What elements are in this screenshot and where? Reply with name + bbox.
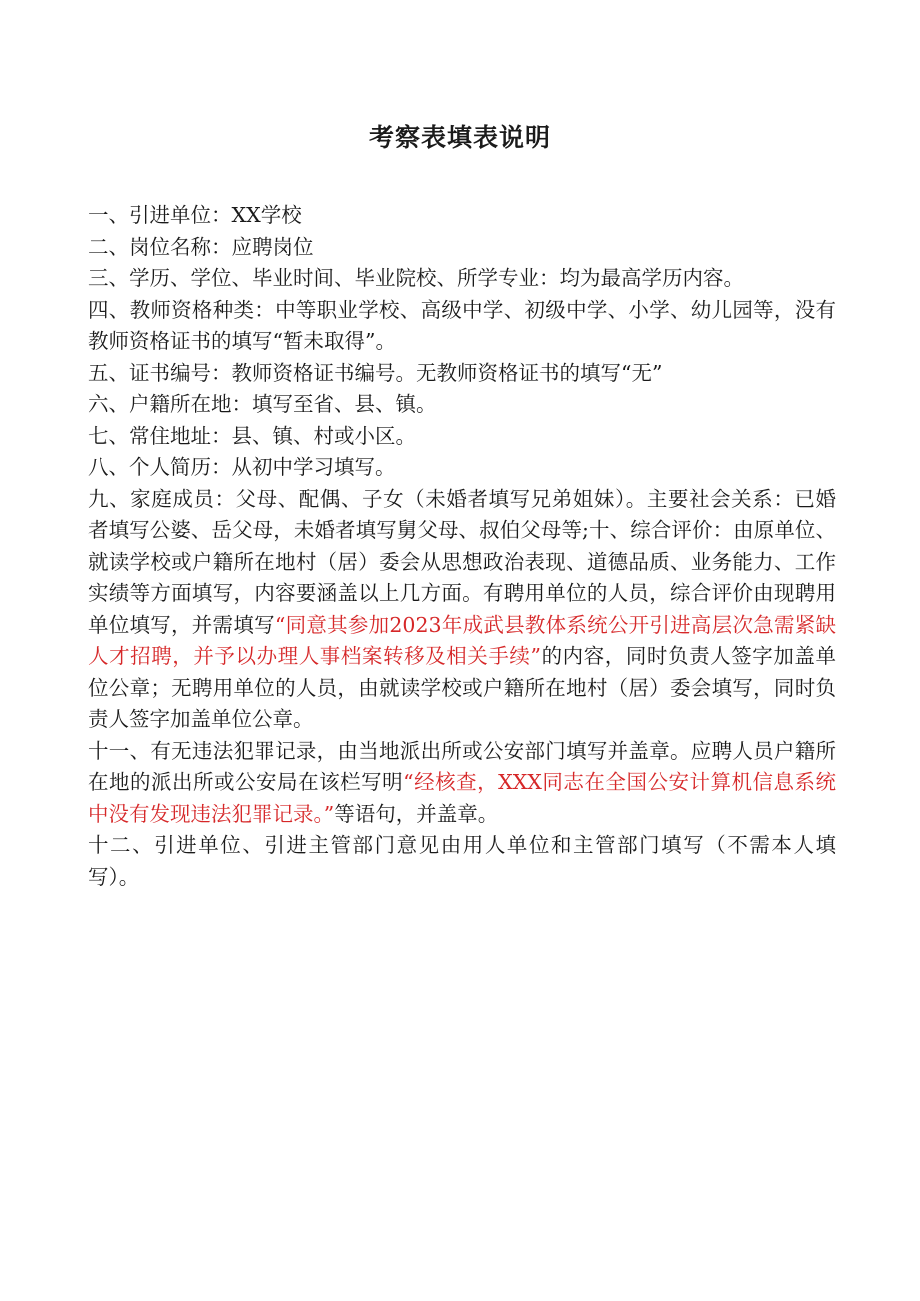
item-position-name: 二、岗位名称：应聘岗位 <box>88 234 314 259</box>
item-criminal-record <box>88 736 836 831</box>
item-family-and-evaluation <box>88 484 836 736</box>
required-verification-text: “经核查，XXX同志在全国公安计算机信息系统中没有发现违法犯罪记录。” <box>88 770 837 826</box>
family-evaluation-text-cont: 的内容，同时负责人签字加盖单位公章；无聘用单位的人员，由就读学校或户籍所在地村（居）委会填写，同时负责人签字加盖单位公章。 <box>88 644 837 731</box>
family-evaluation-text: 九、家庭成员：父母、配偶、子女（未婚者填写兄弟姐妹）。主要社会关系：已婚者填写公婆、岳父母，未婚者填写舅父母、叔伯父母等;十、综合评价：由原单位、就读学校或户籍所在地村（居）委会从思想政治表现、道德品质、业务能力、工作实绩等方面填写，内容要涵盖以上几方面。有聘用单位的人员，综合评价由现聘用单位填写，并需填写 <box>88 486 836 637</box>
item-residence-address: 七、常住地址：县、镇、村或小区。 <box>88 423 416 448</box>
item-teacher-qualification: 四、教师资格种类：中等职业学校、高级中学、初级中学、小学、幼儿园等，没有教师资格证书的填写“暂未取得”。 <box>88 297 836 353</box>
page-title: 考察表填表说明 <box>368 123 551 152</box>
criminal-record-text-cont: 等语句，并盖章。 <box>334 801 499 826</box>
criminal-record-text: 十一、有无违法犯罪记录，由当地派出所或公安部门填写并盖章。应聘人员户籍所在地的派出所或公安局在该栏写明 <box>88 738 836 794</box>
required-consent-text: “同意其参加2023年成武县教体系统公开引进高层次急需紧缺人才招聘，并予以办理人事档案转移及相关手续” <box>88 612 836 668</box>
item-household-registration: 六、户籍所在地：填写至省、县、镇。 <box>88 392 437 416</box>
item-certificate-number: 五、证书编号：教师资格证书编号。无教师资格证书的填写“无” <box>88 360 663 385</box>
instructions-body <box>88 200 836 893</box>
item-resume: 八、个人简历：从初中学习填写。 <box>88 455 396 479</box>
item-introducing-unit: 一、引进单位：XX学校 <box>88 203 302 227</box>
item-unit-opinions: 十二、引进单位、引进主管部门意见由用人单位和主管部门填写（不需本人填写）。 <box>88 833 836 889</box>
item-education: 三、学历、学位、毕业时间、毕业院校、所学专业：均为最高学历内容。 <box>88 266 744 290</box>
